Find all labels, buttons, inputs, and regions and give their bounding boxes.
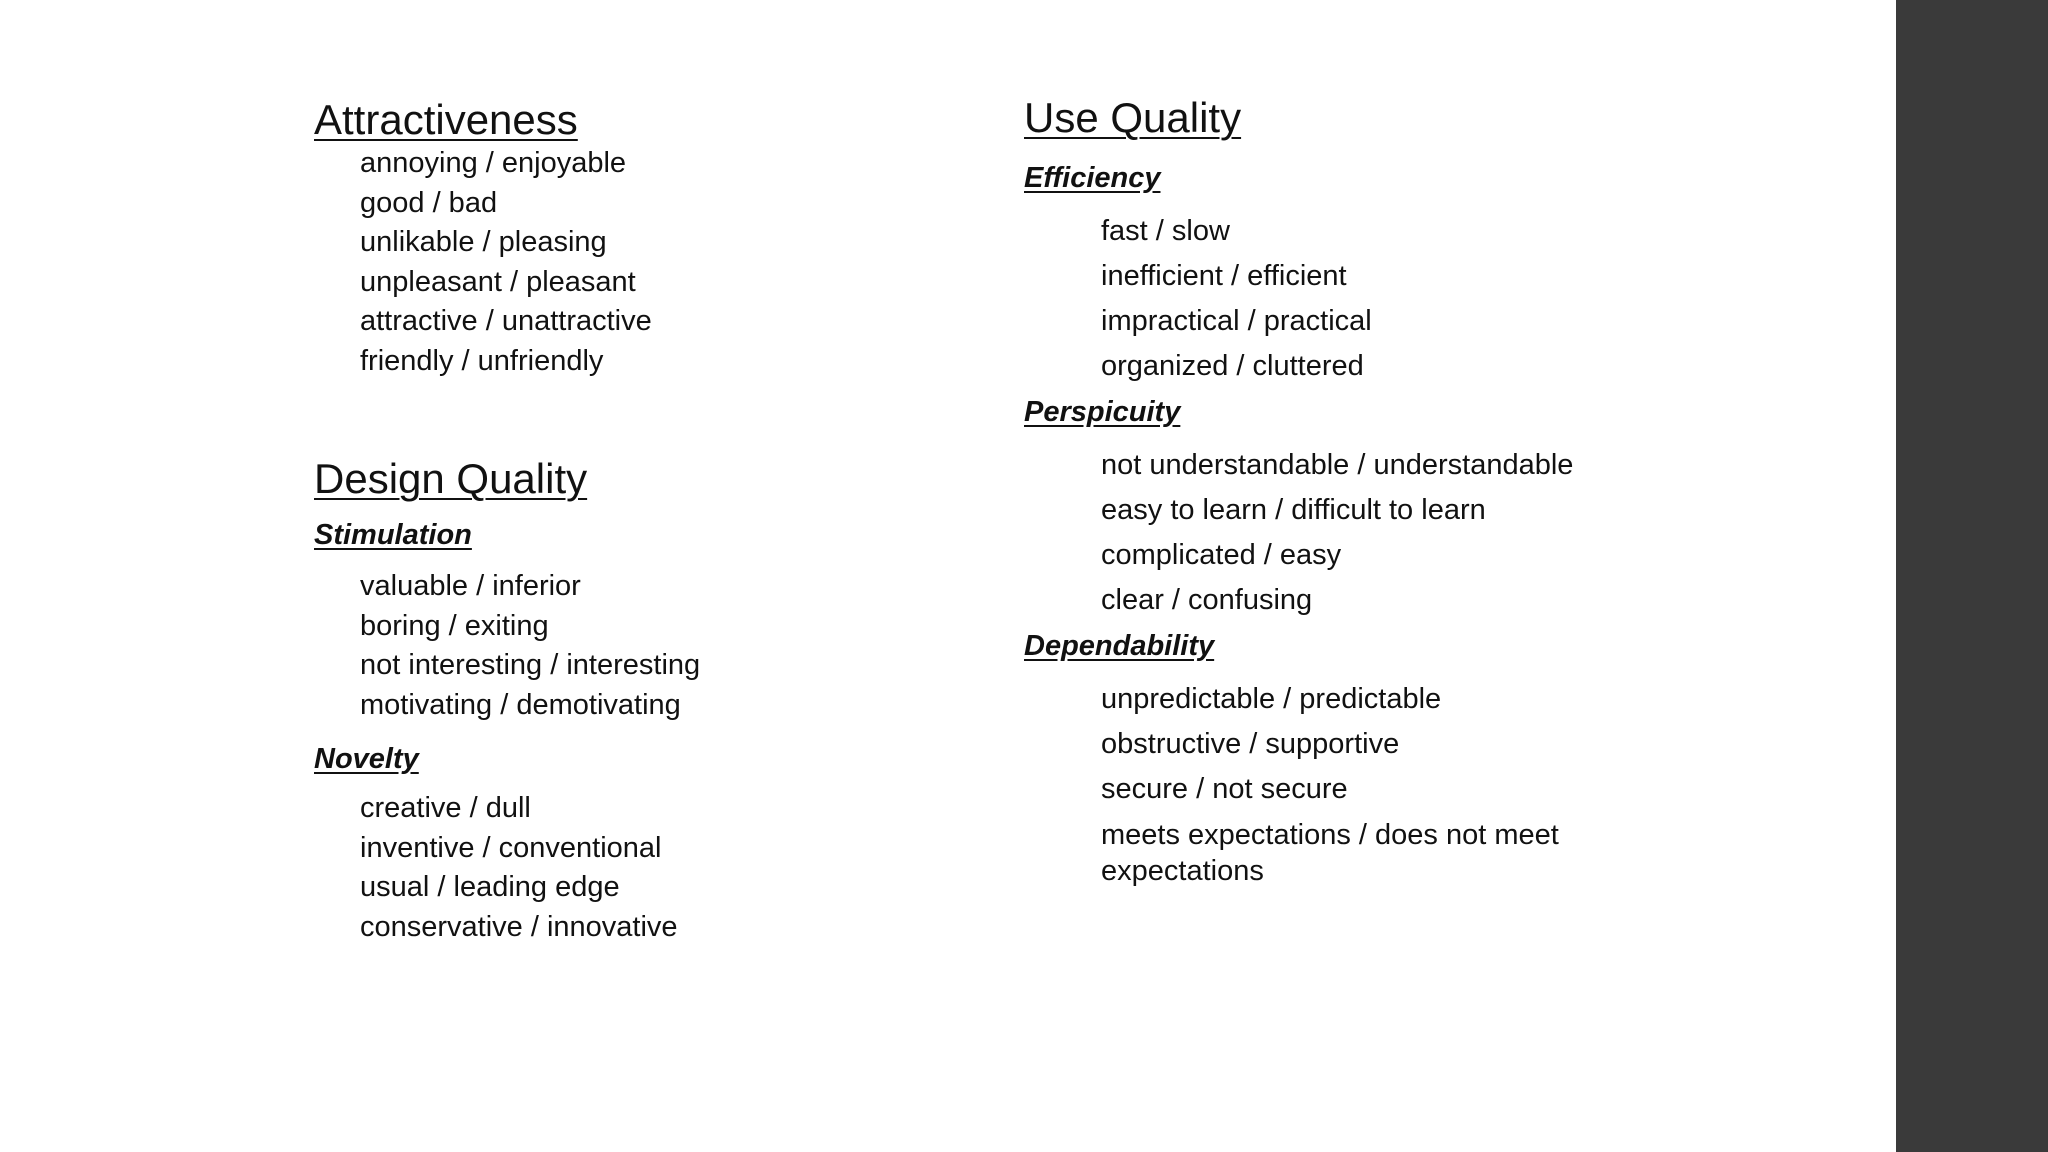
list-item: motivating / demotivating [360, 688, 681, 721]
list-item: meets expectations / does not meet expectations [1101, 819, 1559, 887]
list-item: inventive / conventional [360, 831, 662, 864]
efficiency-list [1024, 214, 1744, 383]
list-item: usual / leading edge [360, 871, 620, 903]
efficiency-title: Efficiency [1024, 162, 1161, 194]
novelty-list [314, 789, 974, 947]
list-item: organized / cluttered [1101, 350, 1364, 382]
right-column [1024, 92, 1744, 900]
list-item: unpredictable / predictable [1101, 683, 1442, 715]
perspicuity-list [1024, 448, 1744, 617]
attractiveness-list [314, 144, 974, 381]
dependability-title: Dependability [1024, 630, 1215, 662]
perspicuity-title: Perspicuity [1024, 396, 1181, 428]
side-bar [1896, 0, 2048, 1152]
use-quality-title: Use Quality [1024, 94, 1242, 141]
list-item: unlikable / pleasing [360, 226, 607, 258]
stimulation-list [314, 567, 974, 725]
list-item: complicated / easy [1101, 539, 1342, 571]
list-item: conservative / innovative [360, 910, 678, 943]
stimulation-title: Stimulation [314, 519, 472, 551]
list-item: inefficient / efficient [1101, 260, 1347, 292]
list-item: not interesting / interesting [360, 649, 701, 681]
list-item: impractical / practical [1101, 305, 1372, 337]
list-item: obstructive / supportive [1101, 728, 1400, 760]
list-item: good / bad [360, 186, 498, 219]
list-item: unpleasant / pleasant [360, 265, 636, 298]
list-item: boring / exiting [360, 609, 549, 642]
left-column [314, 94, 974, 947]
list-item: secure / not secure [1101, 773, 1348, 805]
list-item: fast / slow [1101, 215, 1230, 247]
list-item: clear / confusing [1101, 584, 1313, 616]
novelty-title: Novelty [314, 743, 419, 775]
list-item: attractive / unattractive [360, 305, 652, 337]
list-item: annoying / enjoyable [360, 147, 627, 179]
list-item: friendly / unfriendly [360, 344, 604, 377]
list-item: valuable / inferior [360, 570, 581, 602]
list-item: easy to learn / difficult to learn [1101, 494, 1486, 526]
dependability-list [1024, 682, 1744, 889]
list-item: creative / dull [360, 792, 531, 824]
list-item: not understandable / understandable [1101, 449, 1574, 481]
design-quality-title: Design Quality [314, 455, 588, 502]
attractiveness-title: Attractiveness [314, 96, 578, 143]
